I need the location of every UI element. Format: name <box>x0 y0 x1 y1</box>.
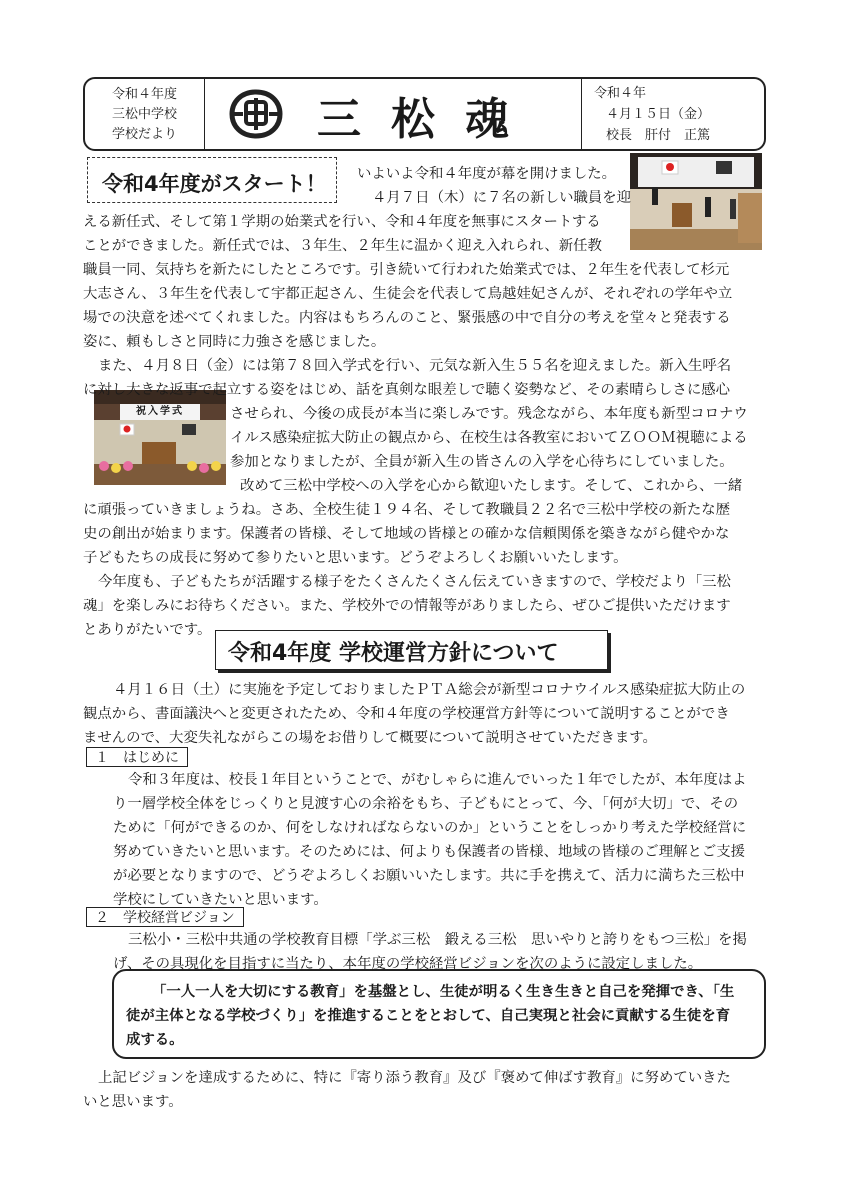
s2-sub1-line-4: 努めていきたいと思います。そのためには、何よりも保護者の皆様、地域の皆様のご理解とご支援 <box>113 844 746 860</box>
s1-line-1: いよいよ令和４年度が幕を開けました。 <box>357 166 617 182</box>
vision-box <box>112 969 766 1059</box>
s1-line-14: 改めて三松中学校への入学を心から歓迎いたします。そして、これから、一緒 <box>240 478 743 494</box>
photo2-sign: 祝入学式 <box>136 406 184 417</box>
header-left-box <box>85 79 205 149</box>
school-emblem-icon <box>227 88 285 140</box>
s1-line-19: 魂」を楽しみにお待ちください。また、学校外での情報等がありましたら、ぜひご提供いただけます <box>83 598 731 614</box>
header-title-area <box>205 79 581 149</box>
s1-line-15: に頑張っていきましょうね。さあ、全校生徒１９４名、そして教職員２２名で三松中学校の新たな歴 <box>83 502 731 518</box>
s1-line-8: 姿に、頼もしさと同時に力強さを感じました。 <box>83 334 386 350</box>
s1-line-10: に対し大きな返事で起立する姿をはじめ、話を真剣な眼差しで聴く姿勢など、その素晴らしさに感心 <box>83 382 731 398</box>
s1-line-11: させられ、今後の成長が本当に楽しみです。残念ながら、本年度も新型コロナウ <box>230 406 748 422</box>
vision-line-2: 徒が主体となる学校づくり」を推進することをとおして、自己実現と社会に貢献する生徒を育 <box>126 1007 731 1024</box>
s2-intro-1: ４月１６日（土）に実施を予定しておりましたＰＴＡ総会が新型コロナウイルス感染症拡大防止の <box>113 682 746 698</box>
closing-line-2: いと思います。 <box>83 1094 183 1110</box>
newsletter-header <box>83 77 766 151</box>
s2-sub1-line-1: 令和３年度は、校長１年目ということで、がむしゃらに進んでいった１年でしたが、本年度はよ <box>128 772 747 788</box>
photo-ceremony <box>630 153 762 250</box>
s1-line-18: 今年度も、子どもたちが活躍する様子をたくさんたくさん伝えていきますので、学校だより「三松 <box>98 574 731 590</box>
s1-line-3: える新任式、そして第１学期の始業式を行い、令和４年度を無事にスタートする <box>83 214 601 230</box>
vision-line-3: 成する。 <box>126 1031 184 1048</box>
s1-line-13: 参加となりましたが、全員が新入生の皆さんの入学を心待ちにしていました。 <box>230 454 734 470</box>
header-right-box <box>581 79 764 149</box>
s1-line-12: イルス感染症拡大防止の観点から、在校生は各教室においてＺＯＯＭ視聴による <box>230 430 748 446</box>
s1-line-16: 史の創出が始まります。保護者の皆様、そして地域の皆様との確かな信頼関係を築きながら健やかな <box>83 526 730 542</box>
s1-line-7: 場での決意を述べてくれました。内容はもちろんのこと、緊張感の中で自分の考えを堂々と発表する <box>83 310 731 326</box>
s2-intro-2: 観点から、書面議決へと変更されたため、令和４年度の学校運営方針等について説明することができ <box>83 706 730 722</box>
header-issue-date: ４月１５日（金） <box>606 107 711 122</box>
header-principal: 校長 肝付 正篤 <box>606 128 711 143</box>
header-school: 三松中学校 <box>111 107 177 122</box>
header-year: 令和４年度 <box>111 87 177 102</box>
vision-line-1: 「一人一人を大切にする教育」を基盤とし、生徒が明るく生き生きと自己を発揮でき、「生 <box>152 983 735 1000</box>
s1-line-6: 大志さん、３年生を代表して宇都正起さん、生徒会を代表して鳥越娃妃さんが、それぞれの学年や立 <box>83 286 733 302</box>
newsletter-title: 三松魂 <box>317 94 539 145</box>
s2-intro-3: ませんので、大変失礼ながらこの場をお借りして概要について説明させていただきます。 <box>83 730 657 746</box>
s1-line-5: 職員一同、気持ちを新たにしたところです。引き続いて行われた始業式では、２年生を代表して杉元 <box>83 262 730 278</box>
s2-sub1-line-5: が必要となりますので、どうぞよろしくお願いいたします。共に手を携えて、活力に満ちた三松中 <box>113 868 745 884</box>
section2-title: 令和4年度 学校運営方針について <box>228 641 559 666</box>
s2-sub1-line-6: 学校にしていきたいと思います。 <box>113 892 328 908</box>
section1-banner <box>87 157 337 203</box>
s2-sub2-line-1: 三松小・三松中共通の学校教育目標「学ぶ三松 鍛える三松 思いやりと誇りをもつ三松」を掲 <box>128 932 747 948</box>
subheading-introduction: １ はじめに <box>86 747 188 767</box>
header-type: 学校だより <box>111 127 177 142</box>
s1-line-20: とありがたいです。 <box>83 622 212 638</box>
header-issue-year: 令和４年 <box>594 86 647 101</box>
s1-line-4: ことができました。新任式では、３年生、２年生に温かく迎え入れられ、新任教 <box>83 238 602 254</box>
s2-sub1-line-3: ために「何ができるのか、何をしなければならないのか」ということをしっかり考えた学校経営に <box>113 820 747 836</box>
photo-entrance-ceremony <box>94 390 226 485</box>
s1-line-17: 子どもたちの成長に努めて参りたいと思います。どうぞよろしくお願いいたします。 <box>83 550 628 566</box>
s2-sub1-line-2: り一層学校全体をじっくりと見渡す心の余裕をもち、子どもにとって、今、「何が大切」で、その <box>113 796 739 812</box>
section1-title: 令和4年度がスタート！ <box>102 172 327 196</box>
s2-sub2-line-2: げ、その具現化を目指すに当たり、本年度の学校経営ビジョンを次のように設定しました。 <box>113 956 703 972</box>
s1-line-9: また、４月８日（金）には第７８回入学式を行い、元気な新入生５５名を迎えました。新入生呼名 <box>98 358 732 374</box>
closing-line-1: 上記ビジョンを達成するために、特に『寄り添う教育』及び『褒めて伸ばす教育』に努めていきた <box>98 1070 731 1086</box>
subheading-vision: ２ 学校経営ビジョン <box>86 907 244 927</box>
s1-line-2: ４月７日（木）に７名の新しい職員を迎 <box>372 190 632 206</box>
section2-banner <box>215 630 608 670</box>
